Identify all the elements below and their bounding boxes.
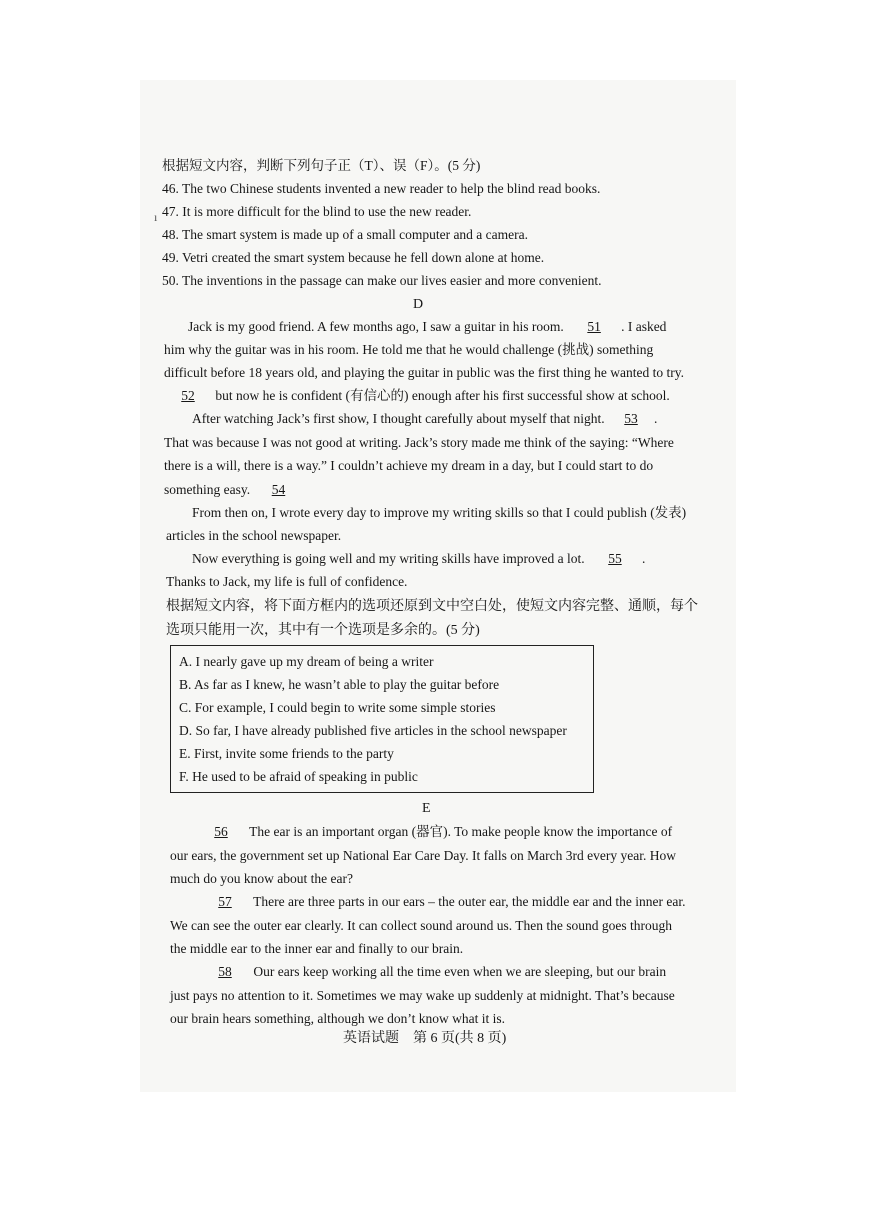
option-b: B. As far as I knew, he wasn’t able to play the guitar before <box>179 677 500 692</box>
text-run: but now he is confident (有信心的) enough after his first successful show at school. <box>215 388 670 403</box>
text-run: something easy. <box>164 482 251 497</box>
section-e-heading: E <box>422 801 431 816</box>
question-47: 47. It is more difficult for the blind to use the new reader. <box>162 204 472 219</box>
text-run: Now everything is going well and my writing skills have improved a lot. <box>192 551 585 566</box>
page-footer: 英语试题 第 6 页(共 8 页) <box>343 1031 507 1046</box>
judge-instruction: 根据短文内容，判断下列句子正（T）、误（F）。(5 分) <box>162 158 481 173</box>
text-run: . I asked <box>621 319 667 334</box>
passage-e-line: just pays no attention to it. Sometimes we may wake up suddenly at midnight. That’s because <box>170 988 675 1003</box>
question-49: 49. Vetri created the smart system because he fell down alone at home. <box>162 250 545 265</box>
option-a: A. I nearly gave up my dream of being a writer <box>179 654 434 669</box>
text-run: There are three parts in our ears – the outer ear, the middle ear and the inner ear. <box>253 894 686 909</box>
blank-55: 55 <box>608 551 622 566</box>
passage-d-line: That was because I was not good at writing. Jack’s story made me think of the saying: “Where <box>164 435 674 450</box>
passage-d-line <box>192 550 645 568</box>
passage-e-line: much do you know about the ear? <box>170 871 353 886</box>
option-d: D. So far, I have already published five articles in the school newspaper <box>179 723 567 738</box>
passage-d-line: From then on, I wrote every day to improve my writing skills so that I could publish (发表) <box>192 505 687 520</box>
blank-54: 54 <box>271 482 286 497</box>
passage-d-line <box>164 387 670 405</box>
blank-51: 51 <box>587 319 601 334</box>
blank-53: 53 <box>624 411 638 426</box>
passage-d-line: Thanks to Jack, my life is full of confidence. <box>166 574 408 589</box>
fill-instruction: 根据短文内容，将下面方框内的选项还原到文中空白处，使短文内容完整、通顺，每个 <box>166 599 698 614</box>
passage-e-line <box>200 963 666 981</box>
margin-mark: ı <box>154 210 158 224</box>
passage-d-line <box>164 481 303 499</box>
passage-e-line: We can see the outer ear clearly. It can collect sound around us. Then the sound goes through <box>170 918 672 933</box>
passage-d-line <box>188 318 666 336</box>
text-run: . <box>654 411 658 426</box>
option-e: E. First, invite some friends to the party <box>179 746 394 761</box>
question-50: 50. The inventions in the passage can make our lives easier and more convenient. <box>162 273 602 288</box>
option-f: F. He used to be afraid of speaking in public <box>179 769 418 784</box>
passage-e-line <box>200 893 686 911</box>
text-run: Jack is my good friend. A few months ago, I saw a guitar in his room. <box>188 319 564 334</box>
passage-d-line <box>192 410 657 428</box>
passage-e-line: our ears, the government set up National Ear Care Day. It falls on March 3rd every year. How <box>170 848 676 863</box>
passage-d-line: articles in the school newspaper. <box>166 528 342 543</box>
passage-e-line: our brain hears something, although we don’t know what it is. <box>170 1011 505 1026</box>
text-run: The ear is an important organ (器官). To make people know the importance of <box>249 824 673 839</box>
question-46: 46. The two Chinese students invented a new reader to help the blind read books. <box>162 181 601 196</box>
section-d-heading: D <box>413 297 424 312</box>
blank-56: 56 <box>214 824 228 839</box>
passage-d-line: there is a will, there is a way.” I couldn’t achieve my dream in a day, but I could start to do <box>164 458 654 473</box>
text-run: After watching Jack’s first show, I thought carefully about myself that night. <box>192 411 605 426</box>
blank-52: 52 <box>181 388 195 403</box>
passage-e-line <box>196 823 672 841</box>
passage-d-line: him why the guitar was in his room. He told me that he would challenge (挑战) something <box>164 342 654 357</box>
options-box <box>170 645 594 793</box>
text-run: Our ears keep working all the time even when we are sleeping, but our brain <box>253 964 667 979</box>
option-c: C. For example, I could begin to write some simple stories <box>179 700 496 715</box>
text-run: . <box>641 551 646 566</box>
blank-58: 58 <box>218 964 232 979</box>
passage-e-line: the middle ear to the inner ear and finally to our brain. <box>170 941 464 956</box>
question-48: 48. The smart system is made up of a small computer and a camera. <box>162 227 529 242</box>
fill-instruction: 选项只能用一次，其中有一个选项是多余的。(5 分) <box>166 623 480 638</box>
passage-d-line: difficult before 18 years old, and playing the guitar in public was the first thing he wanted to try. <box>164 365 684 380</box>
blank-57: 57 <box>218 894 232 909</box>
